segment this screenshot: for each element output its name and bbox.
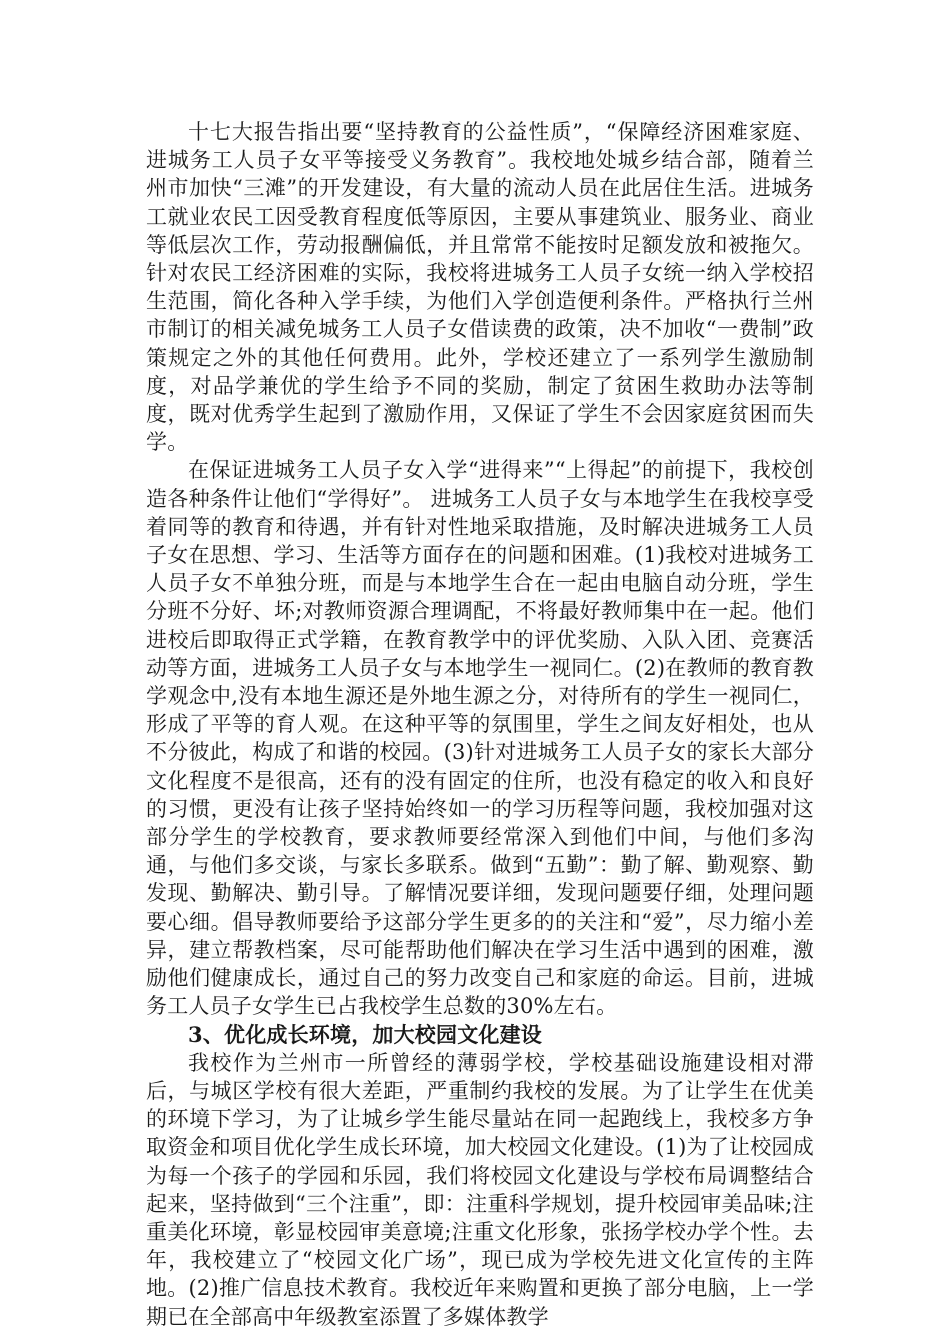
paragraph-campus-culture: 我校作为兰州市一所曾经的薄弱学校，学校基础设施建设相对滞后，与城区学校有很大差距，严重制约我校的发展。为了让学生在优美的环境下学习，为了让城乡学生能尽量站在同一起跑线上，我校多方争取资金和项目优化学生成长环境，加大校园文化建设。(1)为了让校园成为每一个孩子的学园和乐园，我们将校园文化建设与学校布局调整结合起来，坚持做到“三个注重”，即：注重科学规划，提升校园审美品味;注重美化环境，彰显校园审美意境;注重文化形象，张扬学校办学个性。去年，我校建立了“校园文化广场”，现已成为学校先进文化宣传的主阵地。(2)推广信息技术教育。我校近年来购置和更换了部分电脑，上一学期已在全部高中年级教室添置了多媒体教学 xyxy=(146,1050,814,1329)
paragraph-tuition-policy: 十七大报告指出要“坚持教育的公益性质”，“保障经济困难家庭、进城务工人员子女平等接受义务教育”。我校地处城乡结合部，随着兰州市加快“三滩”的开发建设，有大量的流动人员在此居住生活。进城务工就业农民工因受教育程度低等原因，主要从事建筑业、服务业、商业等低层次工作，劳动报酬偏低，并且常常不能按时足额发放和被拖欠。针对农民工经济困难的实际，我校将进城务工人员子女统一纳入学校招生范围，简化各种入学手续，为他们入学创造便利条件。严格执行兰州市制订的相关减免城务工人员子女借读费的政策，决不加收“一费制”政策规定之外的其他任何费用。此外，学校还建立了一系列学生激励制度，对品学兼优的学生给予不同的奖励，制定了贫困生救助办法等制度，既对优秀学生起到了激励作用，又保证了学生不会因家庭贫困而失学。 xyxy=(146,120,814,455)
document-body xyxy=(146,118,814,1331)
section-heading: 3、优化成长环境，加大校园文化建设 xyxy=(188,1021,543,1047)
paragraph-equal-education: 在保证进城务工人员子女入学“进得来”“上得起”的前提下，我校创造各种条件让他们“学得好”。 进城务工人员子女与本地学生在我校享受着同等的教育和待遇，并有针对性地采取措施，及时解决进城务工人员子女在思想、学习、生活等方面存在的问题和困难。(1)我校对进城务工人员子女不单独分班，而是与本地学生合在一起由电脑自动分班，学生分班不分好、坏;对教师资源合理调配，不将最好教师集中在一起。他们进校后即取得正式学籍，在教育教学中的评优奖励、入队入团、竞赛活动等方面，进城务工人员子女与本地学生一视同仁。(2)在教师的教育教学观念中,没有本地生源还是外地生源之分，对待所有的学生一视同仁，形成了平等的育人观。在这种平等的氛围里，学生之间友好相处，也从不分彼此，构成了和谐的校园。(3)针对进城务工人员子女的家长大部分文化程度不是很高，还有的没有固定的住所，也没有稳定的收入和良好的习惯，更没有让孩子坚持始终如一的学习历程等问题，我校加强对这部分学生的学校教育，要求教师要经常深入到他们中间，与他们多沟通，与他们多交谈，与家长多联系。做到“五勤”：勤了解、勤观察、勤发现、勤解决、勤引导。了解情况要详细，发现问题要仔细，处理问题要心细。倡导教师要给予这部分学生更多的的关注和“爱”，尽力缩小差异，建立帮教档案，尽可能帮助他们解决在学习生活中遇到的困难，激励他们健康成长，通过自己的努力改变自己和家庭的命运。目前，进城务工人员子女学生已占我校学生总数的30%左右。 xyxy=(146,458,814,1019)
